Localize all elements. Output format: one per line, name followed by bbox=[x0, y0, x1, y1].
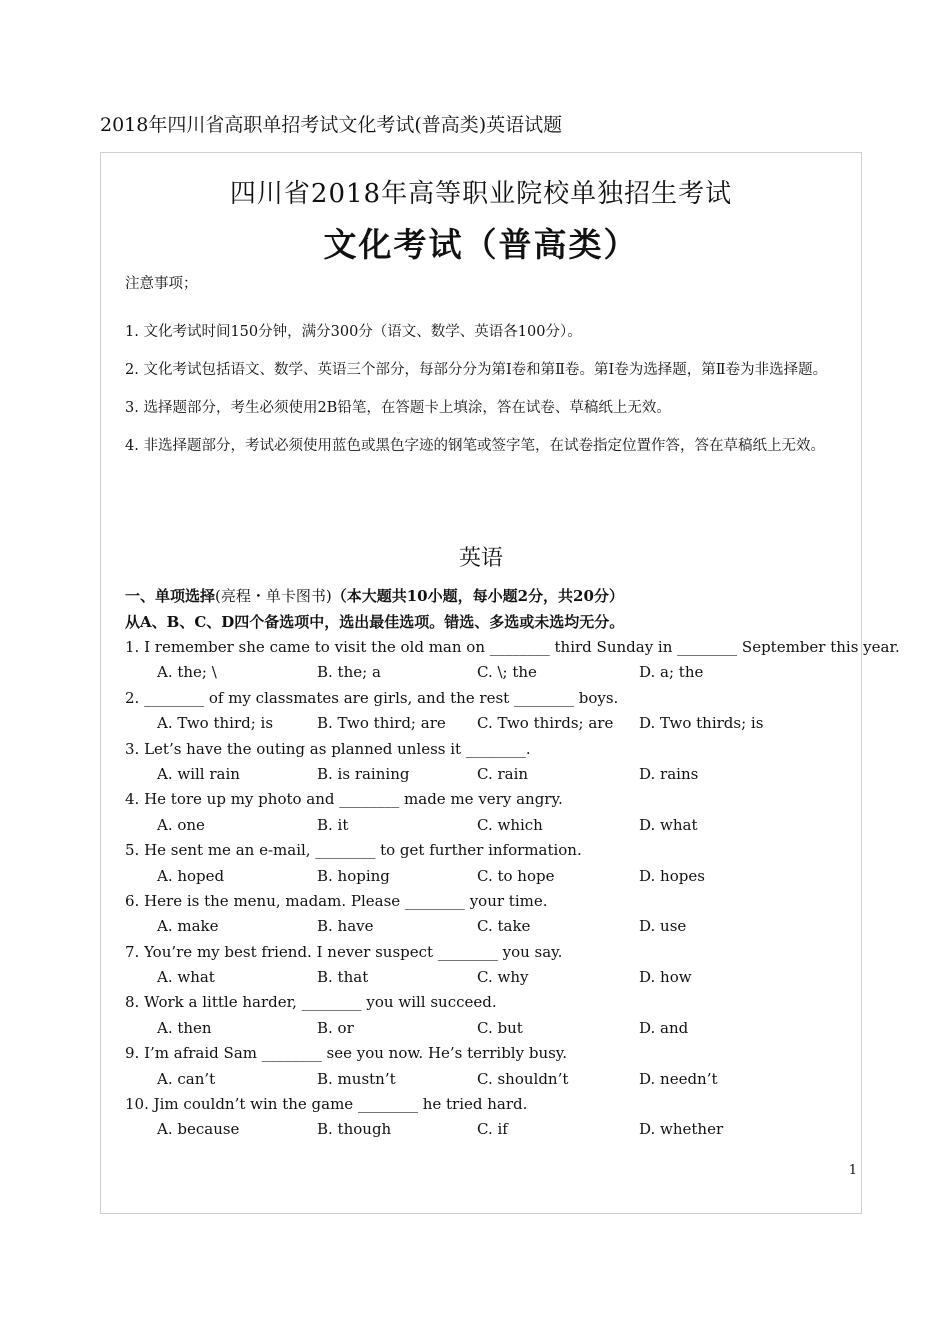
option-d: D. needn’t bbox=[639, 1069, 718, 1088]
option-a: A. what bbox=[157, 968, 215, 987]
option-b: B. Two third; are bbox=[317, 714, 446, 733]
question-options bbox=[125, 965, 855, 990]
option-a: A. one bbox=[157, 815, 205, 834]
question-options bbox=[125, 813, 855, 838]
question-options bbox=[125, 1117, 855, 1142]
option-c: C. \; the bbox=[477, 663, 537, 682]
option-c: C. which bbox=[477, 815, 543, 834]
option-a: A. the; \ bbox=[157, 663, 217, 682]
option-c: C. rain bbox=[477, 764, 529, 783]
option-a: A. hoped bbox=[157, 866, 225, 885]
question-stem: 6. Here is the menu, madam. Please ________ your time. bbox=[125, 891, 548, 910]
option-d: D. hopes bbox=[639, 866, 705, 885]
question-options bbox=[125, 1067, 855, 1092]
question-stem: 5. He sent me an e-mail, ________ to get further information. bbox=[125, 841, 582, 860]
option-c: C. Two thirds; are bbox=[477, 714, 614, 733]
part1-section bbox=[125, 583, 900, 1143]
option-b: B. though bbox=[317, 1120, 392, 1139]
option-a: A. because bbox=[157, 1120, 240, 1139]
note-item: 4. 非选择题部分，考试必须使用蓝色或黑色字迹的钢笔或签字笔，在试卷指定位置作答，答在草稿纸上无效。 bbox=[125, 438, 825, 454]
part1-note: (亮程・单卡图书) bbox=[215, 587, 332, 605]
option-b: B. that bbox=[317, 968, 369, 987]
option-c: C. shouldn’t bbox=[477, 1069, 569, 1088]
option-d: D. Two thirds; is bbox=[639, 714, 764, 733]
option-a: A. then bbox=[157, 1018, 212, 1037]
option-b: B. the; a bbox=[317, 663, 381, 682]
option-c: C. to hope bbox=[477, 866, 555, 885]
note-item: 2. 文化考试包括语文、数学、英语三个部分，每部分分为第Ⅰ卷和第Ⅱ卷。第Ⅰ卷为选择题，第Ⅱ卷为非选择题。 bbox=[125, 362, 828, 378]
page-number: 1 bbox=[848, 1163, 857, 1178]
question-stem: 4. He tore up my photo and ________ made me very angry. bbox=[125, 790, 563, 809]
part1-instruction: 从A、B、C、D四个备选项中，选出最佳选项。错选、多选或未选均无分。 bbox=[125, 613, 625, 631]
option-a: A. will rain bbox=[157, 764, 240, 783]
note-item: 1. 文化考试时间150分钟，满分300分（语文、数学、英语各100分）。 bbox=[125, 324, 582, 340]
option-c: C. but bbox=[477, 1018, 523, 1037]
option-d: D. how bbox=[639, 968, 692, 987]
question-options bbox=[125, 660, 855, 685]
option-b: B. it bbox=[317, 815, 349, 834]
question-options bbox=[125, 762, 855, 787]
option-d: D. rains bbox=[639, 764, 699, 783]
exam-subtitle: 文化考试（普高类） bbox=[323, 225, 639, 264]
question-stem: 9. I’m afraid Sam ________ see you now. He’s terribly busy. bbox=[125, 1044, 568, 1063]
question-stem: 1. I remember she came to visit the old man on ________ third Sunday in ________ September this year. bbox=[125, 638, 900, 656]
question-stem: 8. Work a little harder, ________ you will succeed. bbox=[125, 993, 497, 1012]
question-stem: 10. Jim couldn’t win the game ________ he tried hard. bbox=[125, 1095, 528, 1114]
option-b: B. mustn’t bbox=[317, 1069, 396, 1088]
part1-header bbox=[125, 583, 855, 609]
option-d: D. what bbox=[639, 815, 698, 834]
option-d: D. a; the bbox=[639, 663, 704, 682]
document-title: 2018年四川省高职单招考试文化考试(普高类)英语试题 bbox=[100, 114, 563, 136]
question-options bbox=[125, 864, 855, 889]
question-options bbox=[125, 711, 855, 736]
question-stem: 2. ________ of my classmates are girls, and the rest ________ boys. bbox=[125, 688, 619, 707]
option-b: B. have bbox=[317, 917, 374, 936]
option-c: C. if bbox=[477, 1120, 508, 1139]
option-d: D. whether bbox=[639, 1120, 724, 1139]
exam-title: 四川省2018年高等职业院校单独招生考试 bbox=[229, 179, 733, 209]
notes-heading: 注意事项； bbox=[125, 276, 198, 292]
option-d: D. use bbox=[639, 917, 687, 936]
option-c: C. why bbox=[477, 968, 529, 987]
option-a: A. make bbox=[157, 917, 219, 936]
section-name: 英语 bbox=[458, 546, 503, 571]
scanned-exam-page bbox=[100, 152, 900, 1214]
option-a: A. can’t bbox=[157, 1069, 216, 1088]
part1-title: 一、单项选择 bbox=[125, 587, 216, 605]
part1-points: （本大题共10小题，每小题2分，共20分） bbox=[331, 587, 624, 605]
question-options bbox=[125, 914, 855, 939]
option-c: C. take bbox=[477, 917, 531, 936]
question-options bbox=[125, 1016, 855, 1041]
option-d: D. and bbox=[639, 1018, 689, 1037]
note-item: 3. 选择题部分，考生必须使用2B铅笔，在答题卡上填涂，答在试卷、草稿纸上无效。 bbox=[125, 400, 671, 416]
option-b: B. is raining bbox=[317, 764, 410, 783]
exam-notes bbox=[125, 275, 845, 465]
option-b: B. or bbox=[317, 1018, 354, 1037]
option-a: A. Two third; is bbox=[157, 714, 274, 733]
question-stem: 3. Let’s have the outing as planned unless it ________. bbox=[125, 739, 531, 758]
option-b: B. hoping bbox=[317, 866, 390, 885]
question-stem: 7. You’re my best friend. I never suspect ________ you say. bbox=[125, 942, 563, 961]
